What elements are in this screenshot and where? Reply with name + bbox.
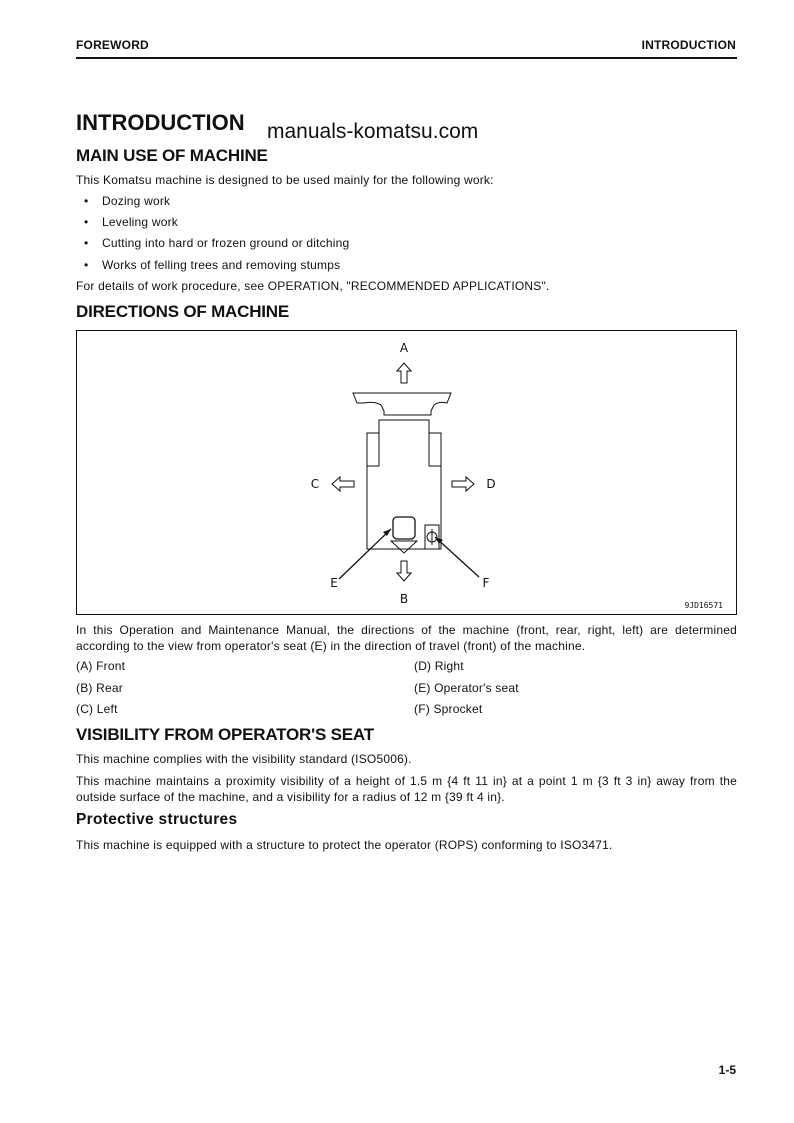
left-track-front — [367, 433, 379, 466]
header-section-label: FOREWORD — [76, 38, 149, 52]
legend-item-right: (D) Right — [414, 659, 464, 673]
legend-item-sprocket: (F) Sprocket — [414, 702, 483, 716]
callout-label-f: F — [482, 576, 490, 590]
list-item: • Works of felling trees and removing stumps — [84, 258, 341, 272]
visibility-detail-text: This machine maintains a proximity visibility of a height of 1.5 m {4 ft 11 in} at a point 1 m {3 ft 3 in} away from the outside surface of the machine, and a visibility for a radius of 12 m {39 ft 4 in}. — [76, 774, 737, 804]
header-chapter-label: INTRODUCTION — [641, 38, 736, 52]
watermark-text: manuals-komatsu.com — [267, 120, 479, 143]
main-use-details: For details of work procedure, see OPERATION, "RECOMMENDED APPLICATIONS". — [76, 279, 550, 293]
direction-label-d: D — [486, 477, 496, 491]
leader-line-f — [435, 537, 479, 577]
list-item: • Cutting into hard or frozen ground or ditching — [84, 236, 350, 250]
main-use-heading: MAIN USE OF MACHINE — [76, 146, 268, 165]
visibility-standard-text: This machine complies with the visibility standard (ISO5006). — [76, 752, 412, 766]
blade-shape — [353, 393, 451, 415]
right-track-front — [429, 433, 441, 466]
machine-top-view-diagram — [77, 331, 738, 616]
seat-base-shape — [391, 541, 417, 553]
directions-description: In this Operation and Maintenance Manual, the directions of the machine (front, rear, right, left) are determined according to the view from operator's seat (E) in the direction of travel (front) of the machine. — [76, 623, 737, 653]
direction-label-a: A — [399, 341, 409, 355]
arrow-down-icon — [397, 561, 411, 581]
operator-seat-shape — [393, 517, 415, 539]
callout-label-e: E — [330, 576, 338, 590]
protective-heading: Protective structures — [76, 811, 238, 828]
legend-item-left: (C) Left — [76, 702, 118, 716]
page-title: INTRODUCTION — [76, 110, 245, 135]
leader-line-e — [339, 529, 391, 579]
list-item: • Leveling work — [84, 215, 178, 229]
bullet-icon: • — [84, 258, 89, 272]
protective-text: This machine is equipped with a structure to protect the operator (ROPS) conforming to ISO3471. — [76, 838, 613, 852]
page-number: 1-5 — [718, 1063, 736, 1077]
bullet-icon: • — [84, 215, 89, 229]
direction-label-c: C — [310, 477, 320, 491]
arrow-right-icon — [452, 477, 474, 491]
legend-item-front: (A) Front — [76, 659, 126, 673]
legend-item-operator-seat: (E) Operator's seat — [414, 681, 519, 695]
header-divider — [76, 57, 737, 59]
directions-heading: DIRECTIONS OF MACHINE — [76, 302, 290, 321]
machine-body — [367, 420, 441, 549]
visibility-heading: VISIBILITY FROM OPERATOR'S SEAT — [76, 725, 374, 744]
bullet-icon: • — [84, 236, 89, 250]
main-use-intro: This Komatsu machine is designed to be used mainly for the following work: — [76, 173, 494, 187]
directions-figure — [76, 330, 737, 615]
arrow-left-icon — [332, 477, 354, 491]
figure-code: 9JD16571 — [684, 601, 723, 610]
direction-label-b: B — [399, 592, 409, 606]
bullet-icon: • — [84, 194, 89, 208]
list-item: • Dozing work — [84, 194, 171, 208]
arrow-up-icon — [397, 363, 411, 383]
legend-item-rear: (B) Rear — [76, 681, 123, 695]
